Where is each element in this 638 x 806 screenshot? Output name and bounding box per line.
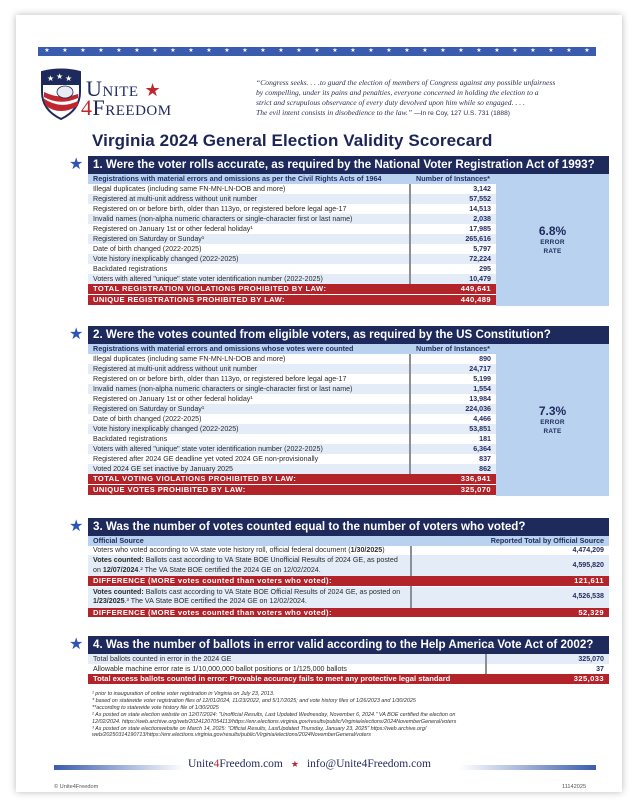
star-icon: ★: [512, 48, 518, 54]
section-voter-rolls: [69, 156, 609, 306]
row-value: 72,224: [410, 254, 496, 264]
row-value: 53,851: [410, 424, 496, 434]
unique-value: 440,489: [410, 295, 496, 306]
row-value: 10,479: [410, 274, 496, 284]
row-value: 14,513: [410, 204, 496, 214]
row-date: 12/07/2024: [102, 565, 139, 574]
error-rate-label: ERROR: [540, 238, 565, 246]
svg-text:★: ★: [65, 74, 73, 83]
footnote: **according to statewide vote history file of 1/30/2025: [92, 704, 219, 711]
footnote: * based on statewide voter registration files of 12/01/2024, 11/23/2022, and 5/17/2025; and vote history files of 1/26/2023 and 1/30/2025: [92, 697, 416, 704]
total-value: 449,641: [410, 284, 496, 295]
registration-errors-table: [88, 174, 609, 306]
row-text: Ballots cast according to VA State BOE Unofficial Results of 2024 GE, as posted on: [93, 556, 398, 574]
row-text: ): [382, 545, 385, 554]
difference-label: DIFFERENCE (MORE votes counted than voters who voted):: [88, 608, 411, 618]
row-value: 57,552: [410, 194, 496, 204]
total-label: TOTAL VOTING VIOLATIONS PROHIBITED BY LAW:: [88, 474, 410, 485]
row-label: Backdated registrations: [88, 434, 410, 444]
star-icon: ★: [188, 48, 194, 54]
ballot-errors-table: [88, 654, 609, 685]
section-ballot-errors: [69, 636, 609, 685]
table-row: [88, 555, 609, 576]
column-header-value: Reported Total by Official Source: [411, 536, 609, 546]
row-value: 3,142: [410, 184, 496, 194]
column-header-label: Registrations with material errors and omissions whose votes were counted: [88, 344, 410, 354]
star-icon: ★: [494, 48, 500, 54]
difference-row: [88, 608, 609, 618]
site-text: Freedom.com: [219, 758, 283, 770]
row-date: 1/23/2025: [93, 597, 125, 605]
star-icon: ★: [548, 48, 554, 54]
document-code: 11142025: [562, 784, 587, 790]
error-rate-label: RATE: [543, 427, 562, 435]
star-icon: ★: [530, 48, 536, 54]
star-icon: ★: [242, 48, 248, 54]
row-value: 17,985: [410, 224, 496, 234]
row-label: Date of birth changed (2022-2025): [88, 414, 410, 424]
page-title: Virginia 2024 General Election Validity Scorecard: [92, 131, 493, 150]
row-value: 24,717: [410, 364, 496, 374]
row-value: 5,199: [410, 374, 496, 384]
star-icon: ★: [224, 48, 230, 54]
star-icon: ★: [134, 48, 140, 54]
row-label: Vote history inexplicably changed (2022-2025): [88, 424, 410, 434]
row-label: Invalid names (non-alpha numeric characters or single-character first or last name): [88, 214, 410, 224]
star-icon: ★: [116, 48, 122, 54]
star-icon: ★: [422, 48, 428, 54]
row-text: .³ The VA State BOE certified the 2024 GE on 12/02/2024.: [124, 597, 307, 605]
row-value: 4,595,820: [411, 555, 609, 576]
unique-label: UNIQUE REGISTRATIONS PROHIBITED BY LAW:: [88, 295, 410, 306]
unique-value: 325,070: [410, 485, 496, 496]
row-label: Registered after 2024 GE deadline yet voted 2024 GE non-provisionally: [88, 454, 410, 464]
star-icon: ★: [296, 48, 302, 54]
row-value: 890: [410, 354, 496, 364]
footer-bar-right: [460, 765, 596, 770]
svg-text:★: ★: [56, 72, 64, 81]
site-text: Unite: [188, 758, 214, 770]
row-label: [88, 586, 411, 608]
star-icon: ★: [476, 48, 482, 54]
unique-label: UNIQUE VOTES PROHIBITED BY LAW:: [88, 485, 410, 496]
quote-line: “Congress seeks. . . .to guard the election of members of Congress against any possible unfairness: [256, 78, 556, 87]
star-banner: [38, 47, 596, 56]
quote-line: The evil intent consists in disobedience to the law.”: [256, 108, 413, 117]
brand-number-4: 4: [81, 95, 93, 120]
footer-bar-left: [54, 765, 184, 770]
section-question: 1. Were the voter rolls accurate, as required by the National Voter Registration Act of 1993?: [88, 156, 609, 174]
row-value: 862: [410, 464, 496, 474]
error-rate-panel: [496, 174, 609, 306]
table-row: [88, 546, 609, 556]
blue-star-icon: ★: [69, 636, 84, 653]
table-header-row: [88, 174, 609, 184]
votes-vs-voters-table: [88, 536, 609, 618]
row-value: 837: [410, 454, 496, 464]
table-header-row: [88, 344, 609, 354]
row-label: Backdated registrations: [88, 264, 410, 274]
blue-star-icon: ★: [69, 156, 84, 173]
row-value: 265,616: [410, 234, 496, 244]
total-label: TOTAL REGISTRATION VIOLATIONS PROHIBITED BY LAW:: [88, 284, 410, 295]
row-label: Total ballots counted in error in the 2024 GE: [88, 654, 486, 664]
quote-line: by compelling, under its pains and penalties, everyone concerned in holding the election to a: [256, 88, 539, 97]
star-icon: ★: [62, 48, 68, 54]
website-link[interactable]: [188, 758, 283, 770]
row-value: 1,554: [410, 384, 496, 394]
table-row: [88, 586, 609, 608]
total-label: Total excess ballots counted in error: Provable accuracy fails to meet any protective legal standard: [88, 674, 486, 685]
row-bold-text: Votes counted:: [93, 587, 144, 596]
row-value: 2,038: [410, 214, 496, 224]
section-question: 4. Was the number of ballots in error valid according to the Help America Vote Act of 2002?: [88, 636, 609, 654]
star-icon: ★: [332, 48, 338, 54]
table-row: [88, 664, 609, 674]
brand-word-freedom: Freedom: [92, 95, 172, 120]
unite4freedom-logo: [40, 68, 230, 120]
counted-votes-errors-table: [88, 344, 609, 496]
star-icon: ★: [314, 48, 320, 54]
star-icon: ★: [386, 48, 392, 54]
row-label: Registered on or before birth, older than 113yo, or registered before legal age-17: [88, 204, 410, 214]
row-label: Allowable machine error rate is 1/10,000,000 ballot positions or 1/125,000 ballots: [88, 664, 486, 674]
row-date: 1/30/2025: [350, 545, 383, 554]
row-value: 4,474,209: [411, 546, 609, 556]
column-header-label: Official Source: [88, 536, 411, 546]
star-icon: ★: [170, 48, 176, 54]
copyright: © Unite4Freedom: [54, 784, 99, 790]
section-eligible-votes: [69, 326, 609, 496]
row-text: Voters who voted according to VA state vote history roll, official federal document (: [93, 545, 351, 554]
row-value: 4,526,538: [411, 586, 609, 608]
footnote: ¹ prior to inauguration of online voter registration in Virginia on July 23, 2013.: [92, 691, 275, 697]
row-label: Invalid names (non-alpha numeric characters or single-character first or last name): [88, 384, 410, 394]
row-label: Registered on or before birth, older than 113yo, or registered before legal age-17: [88, 374, 410, 384]
row-label: Illegal duplicates (including same FN-MN-LN-DOB and more): [88, 354, 410, 364]
row-label: [88, 546, 411, 556]
row-label: Voters with altered "unique" state voter identification number (2022-2025): [88, 274, 410, 284]
difference-label: DIFFERENCE (MORE votes counted than voters who voted):: [88, 576, 411, 586]
total-value: 325,033: [486, 674, 609, 685]
star-icon: ★: [260, 48, 266, 54]
footnote[interactable]: web/20250314190713/https://enr.elections.virginia.gov/results/public/Virginia/elections/2024NovemberGeneral/voters: [92, 732, 371, 739]
star-icon: ★: [350, 48, 356, 54]
star-icon: ★: [98, 48, 104, 54]
header-quote: [256, 78, 596, 119]
row-label: [88, 555, 411, 576]
table-header-row: [88, 536, 609, 546]
star-icon: ★: [152, 48, 158, 54]
eagle-shield-icon: [40, 68, 82, 120]
row-text: Ballots cast according to VA State BOE Official Results of 2024 GE, as posted on: [143, 587, 401, 596]
quote-citation: —In re Coy, 127 U.S. 731 (1888): [414, 110, 510, 117]
section-question: 2. Were the votes counted from eligible voters, as required by the US Constitution?: [88, 326, 609, 344]
error-rate-panel: [496, 344, 609, 496]
star-icon: ★: [458, 48, 464, 54]
row-value: 13,984: [410, 394, 496, 404]
section-question: 3. Was the number of votes counted equal to the number of voters who voted?: [88, 518, 609, 536]
star-icon: ★: [368, 48, 374, 54]
star-icon: ★: [584, 48, 590, 54]
section-votes-vs-voters: [69, 518, 609, 618]
row-value: 325,070: [486, 654, 609, 664]
column-header-value: Number of Instances*: [410, 344, 496, 354]
row-value: 224,036: [410, 404, 496, 414]
column-header-label: Registrations with material errors and omissions as per the Civil Rights Acts of 1964: [88, 174, 410, 184]
site-number: 4: [213, 758, 220, 770]
row-value: 5,797: [410, 244, 496, 254]
star-icon: ★: [80, 48, 86, 54]
row-label: Registered on Saturday or Sunday¹: [88, 404, 410, 414]
row-label: Registered at multi-unit address without unit number: [88, 194, 410, 204]
footnote[interactable]: 12/02/2024. https://web.archive.org/web/20241207054113/https://enr.elections.virginia.gov/results/public/Virginia/elections/2024NovemberGeneral/voters: [92, 718, 457, 725]
total-value: 336,941: [410, 474, 496, 485]
row-label: Voted 2024 GE set inactive by January 2025: [88, 464, 410, 474]
total-row: [88, 674, 609, 685]
column-header-value: Number of Instances*: [410, 174, 496, 184]
difference-row: [88, 576, 609, 586]
row-value: 295: [410, 264, 496, 274]
red-star-icon: ★: [290, 759, 299, 769]
email-link[interactable]: info@Unite4Freedom.com: [306, 758, 431, 770]
row-label: Date of birth changed (2022-2025): [88, 244, 410, 254]
star-icon: ★: [278, 48, 284, 54]
error-rate-label: RATE: [543, 247, 562, 255]
row-label: Voters with altered "unique" state voter identification number (2022-2025): [88, 444, 410, 454]
row-label: Registered at multi-unit address without unit number: [88, 364, 410, 374]
blue-star-icon: ★: [69, 518, 84, 535]
blue-star-icon: ★: [69, 326, 84, 343]
star-icon: ★: [44, 48, 50, 54]
error-rate-value: 7.3%: [538, 403, 567, 418]
footer-contact: [188, 758, 431, 770]
row-label: Registered on January 1st or other federal holiday¹: [88, 224, 410, 234]
error-rate-label: ERROR: [540, 418, 565, 426]
row-label: Vote history inexplicably changed (2022-2025): [88, 254, 410, 264]
row-value: 4,466: [410, 414, 496, 424]
difference-value: 121,611: [411, 576, 609, 586]
row-value: 6,364: [410, 444, 496, 454]
star-icon: ★: [440, 48, 446, 54]
row-bold-text: Votes counted:: [93, 556, 144, 564]
table-row: [88, 654, 609, 664]
row-label: Registered on January 1st or other federal holiday¹: [88, 394, 410, 404]
row-value: 37: [486, 664, 609, 674]
footnote: ² As posted on state election website on 12/07/2024: "Unofficial Results, Last Updated Wednesday, November 6, 2024." VA BOE certified the election on: [92, 711, 456, 718]
row-label: Registered on Saturday or Sunday¹: [88, 234, 410, 244]
quote-line: strict and scrupulous observance of every duty devolved upon him while so engaged. . . .: [256, 98, 525, 107]
row-label: Illegal duplicates (including same FN-MN-LN-DOB and more): [88, 184, 410, 194]
row-value: 181: [410, 434, 496, 444]
red-star-icon: ★: [144, 80, 162, 100]
star-icon: ★: [566, 48, 572, 54]
difference-value: 52,329: [411, 608, 609, 618]
footnotes: [92, 691, 612, 739]
row-text: .² The VA State BOE certified the 2024 GE on 12/02/2024.: [138, 565, 321, 574]
star-icon: ★: [206, 48, 212, 54]
footnote[interactable]: ³ As posted on state electionwebsite on March 14, 2025: "Official Results, LastUpdated Thursday, January 23, 2025" https://web.archive.org/: [92, 725, 427, 732]
brand-word-unite: Unite: [86, 76, 139, 101]
star-icon: ★: [404, 48, 410, 54]
brand-line-2: [81, 95, 172, 121]
svg-text:★: ★: [47, 74, 55, 83]
error-rate-value: 6.8%: [538, 223, 567, 238]
